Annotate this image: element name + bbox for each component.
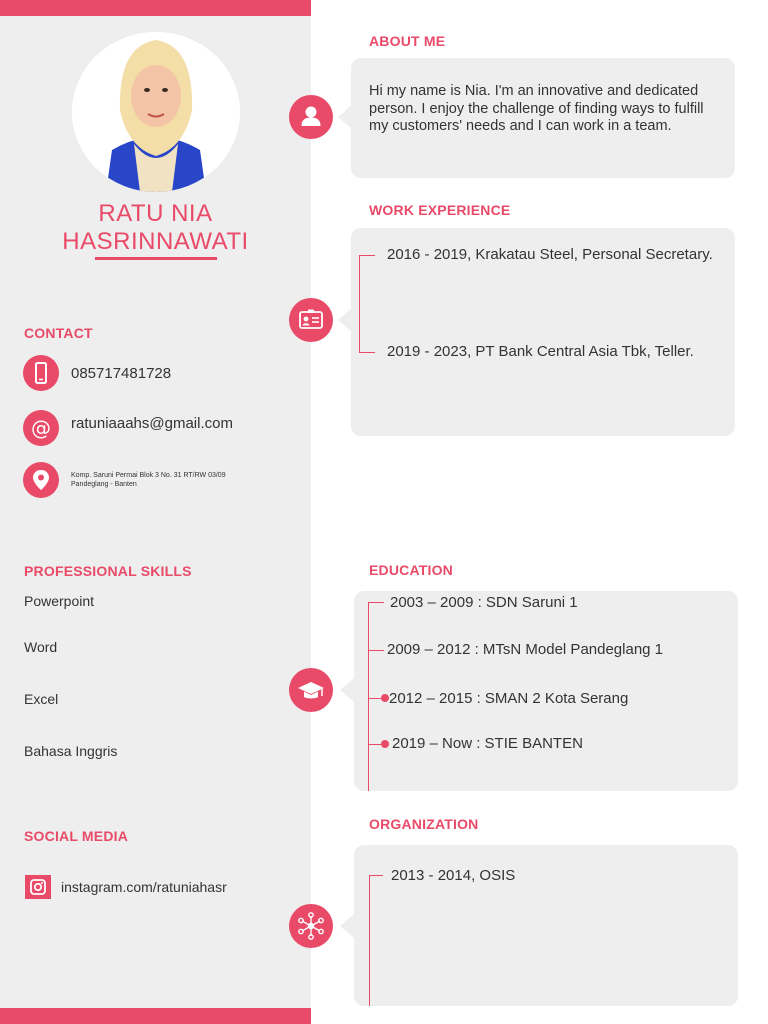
skills-heading: PROFESSIONAL SKILLS xyxy=(24,563,192,579)
education-timeline-dot xyxy=(381,740,389,748)
social-heading: SOCIAL MEDIA xyxy=(24,828,129,844)
organization-card-pointer xyxy=(340,914,354,938)
organization-timeline-line xyxy=(369,875,370,1006)
education-item: 2012 – 2015 : SMAN 2 Kota Serang xyxy=(389,690,629,707)
skill-item: Word xyxy=(24,639,58,655)
work-item: 2019 - 2023, PT Bank Central Asia Tbk, Teller. xyxy=(387,343,694,360)
instagram-icon xyxy=(25,875,51,899)
organization-timeline-tick xyxy=(369,875,383,876)
svg-text:@: @ xyxy=(31,416,51,440)
organization-heading: ORGANIZATION xyxy=(369,816,479,832)
user-icon xyxy=(289,95,333,139)
education-timeline-line xyxy=(368,602,369,791)
instagram-link[interactable]: instagram.com/ratuniahasr xyxy=(61,879,227,895)
name-underline xyxy=(95,257,217,260)
education-item: 2009 – 2012 : MTsN Model Pandeglang 1 xyxy=(387,641,664,658)
profile-photo xyxy=(72,32,240,192)
location-pin-icon xyxy=(23,462,59,498)
work-timeline-tick xyxy=(359,255,375,256)
work-item: 2016 - 2019, Krakatau Steel, Personal Secretary. xyxy=(387,246,713,263)
education-card-pointer xyxy=(340,678,354,702)
skill-item: Powerpoint xyxy=(24,593,95,609)
address-line-1: Komp. Saruni Permai Blok 3 No. 31 RT/RW 03/09 xyxy=(71,472,226,479)
contact-email[interactable]: ratuniaaahs@gmail.com xyxy=(71,415,233,432)
contact-address xyxy=(71,471,271,489)
phone-icon xyxy=(23,355,59,391)
education-item: 2019 – Now : STIE BANTEN xyxy=(392,735,583,752)
education-timeline-tick xyxy=(368,602,384,603)
name-line-2: HASRINNAWATI xyxy=(62,228,249,255)
id-card-icon xyxy=(289,298,333,342)
education-heading: EDUCATION xyxy=(369,562,453,578)
about-text: Hi my name is Nia. I'm an innovative and dedicated person. I enjoy the challenge of finding ways to fulfill my customers' needs and I can work in a team. xyxy=(369,83,704,134)
work-timeline-tick xyxy=(359,352,375,353)
bottom-accent-bar xyxy=(0,1008,311,1024)
work-card-pointer xyxy=(338,308,352,332)
graduation-cap-icon xyxy=(289,668,333,712)
contact-heading: CONTACT xyxy=(24,325,93,341)
work-heading: WORK EXPERIENCE xyxy=(369,202,511,218)
about-heading: ABOUT ME xyxy=(369,33,446,49)
skill-item: Excel xyxy=(24,691,59,707)
name-line-1: RATU NIA xyxy=(98,200,213,227)
address-line-2: Pandeglang - Banten xyxy=(71,481,137,488)
contact-phone: 085717481728 xyxy=(71,365,172,382)
skill-item: Bahasa Inggris xyxy=(24,743,118,759)
education-timeline-dot xyxy=(381,694,389,702)
organization-item: 2013 - 2014, OSIS xyxy=(391,867,516,884)
education-item: 2003 – 2009 : SDN Saruni 1 xyxy=(390,594,578,611)
top-accent-bar xyxy=(0,0,311,16)
about-card-pointer xyxy=(338,105,352,129)
profile-name xyxy=(0,200,311,256)
work-timeline-line xyxy=(359,255,360,353)
at-sign-icon xyxy=(23,410,59,446)
network-icon xyxy=(289,904,333,948)
education-timeline-tick xyxy=(368,650,384,651)
